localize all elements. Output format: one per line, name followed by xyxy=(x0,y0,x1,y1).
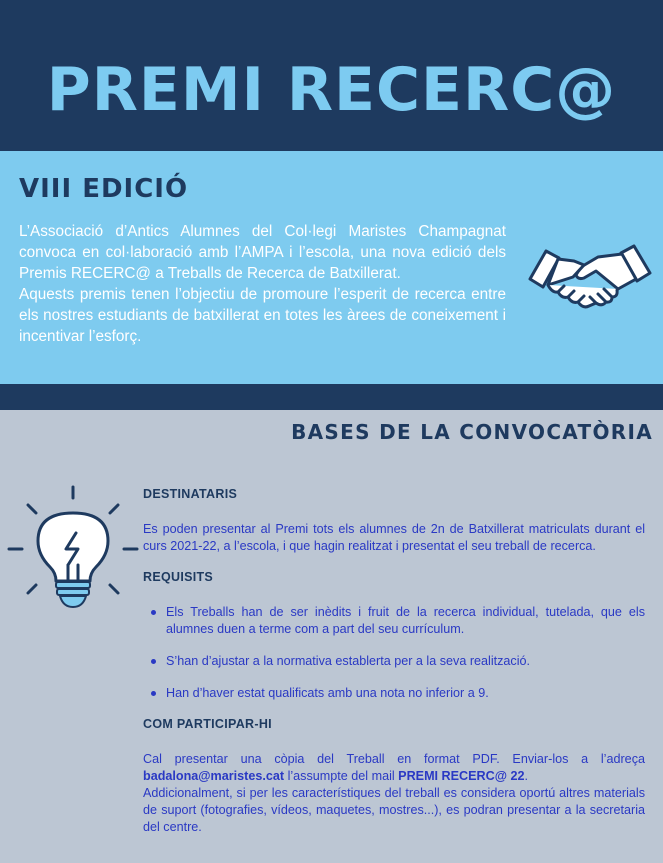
list-item: Els Treballs han de ser inèdits i fruit de la recerca individual, tutelada, que els alumnes duen a terme com a part del seu currículum. xyxy=(143,604,645,638)
divider-strip xyxy=(0,384,663,410)
participar-text xyxy=(143,751,645,785)
bases-content xyxy=(143,486,645,836)
list-item: Han d’haver estat qualificats amb una nota no inferior a 9. xyxy=(143,685,645,702)
requisits-list xyxy=(143,604,645,702)
page-title: PREMI RECERC@ xyxy=(46,55,617,125)
intro-paragraph-2: Aquests premis tenen l’objectiu de promoure l’esperit de recerca entre els nostres estudiants de batxillerat en totes les àrees de coneixement i incentivar l’esforç. xyxy=(19,286,506,345)
header-banner xyxy=(0,0,663,151)
destinataris-text: Es poden presentar al Premi tots els alumnes de 2n de Batxillerat matriculats durant el curs 2021-22, a l’escola, i que hagin realitzat i presentat el seu treball de recerca. xyxy=(143,522,645,553)
destinataris-heading: DESTINATARIS xyxy=(143,487,238,501)
lightbulb-icon xyxy=(6,483,140,615)
handshake-icon xyxy=(526,241,654,331)
participar-text-b: l’assumpte del mail xyxy=(284,769,399,783)
intro-text xyxy=(19,221,506,347)
participar-text-c: . xyxy=(524,769,529,783)
list-item: S’han d’ajustar a la normativa establerta per a la seva realització. xyxy=(143,653,645,670)
bases-heading: BASES DE LA CONVOCATÒRIA xyxy=(291,420,653,444)
participar-heading: COM PARTICIPAR-HI xyxy=(143,717,272,731)
requisits-heading: REQUISITS xyxy=(143,570,214,584)
intro-section xyxy=(0,151,663,384)
edition-heading: VIII EDICIÓ xyxy=(19,174,189,204)
participar-text-a: Cal presentar una còpia del Treball en format PDF. Enviar-los a l’adreça xyxy=(143,752,645,766)
email-link[interactable]: badalona@maristes.cat xyxy=(143,769,285,783)
mail-subject: PREMI RECERC@ 22 xyxy=(398,769,525,783)
intro-paragraph-1: L’Associació d’Antics Alumnes del Col·legi Maristes Champagnat convoca en col·laboració amb l’AMPA i l’escola, una nova edició dels Premis RECERC@ a Treballs de Recerca de Batxillerat. xyxy=(19,223,506,282)
participar-additional: Addicionalment, si per les característiques del treball es considera oportú altres materials de suport (fotografies, vídeos, maquetes, mostres...), es podran presentar a la secretaria del centre. xyxy=(143,786,645,834)
